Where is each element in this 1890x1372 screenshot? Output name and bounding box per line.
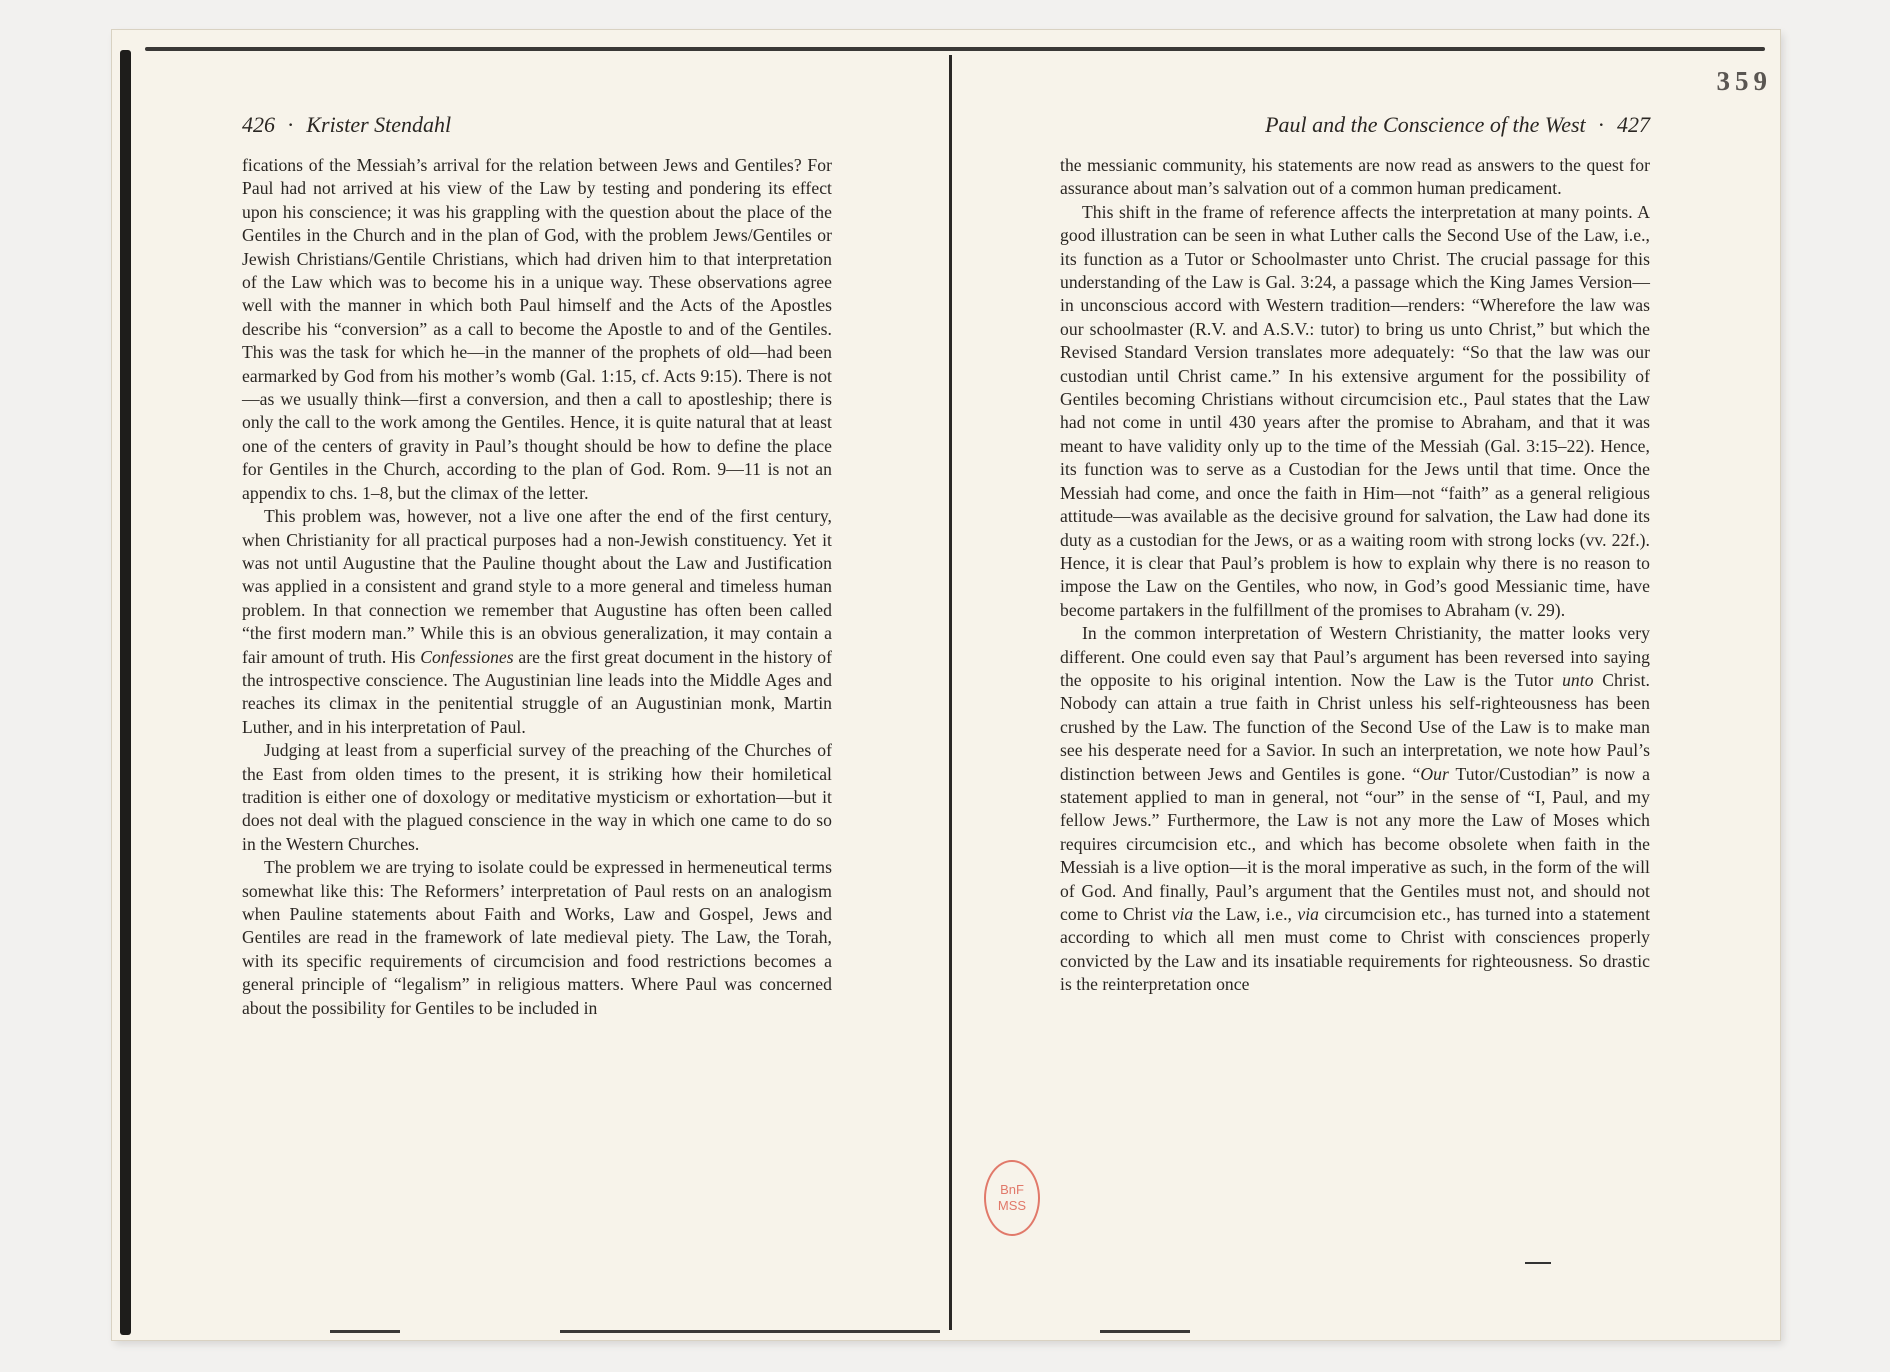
stamp-line-1: BnF — [1000, 1182, 1024, 1197]
left-paragraph-2-title: Confessiones — [420, 646, 514, 667]
right-paragraph-3-b: Christ. Nobody can attain a true faith in Christ unless his self-righteousness has been crushed by the Law. The function of the Second Use of the Law is to make man see his desperate need for a Savior. In such an interpretation, we note how Paul’s distinction between Jews and Gentiles is gone. “ — [1060, 669, 1650, 784]
gutter-divider — [949, 55, 952, 1330]
left-paragraph-3: Judging at least from a superficial survey of the preaching of the Churches of the East from olden times to the present, it is striking how their homiletical tradition is either one of doxology or meditative mysticism or exhortation—but it does not deal with the plagued conscience in the way in which one came to do so in the Western Churches. — [242, 740, 832, 854]
right-page — [1060, 112, 1650, 997]
right-paragraph-3-em-our: Our — [1420, 763, 1449, 784]
right-paragraph-3-e: circumcision etc., has turned into a statement according to which all men must come to Christ with consciences properly convicted by the Law and its insatiable requirements for righteousness. So drastic is the reinterpretation once — [1060, 904, 1651, 995]
right-head-separator: · — [1597, 112, 1605, 137]
right-page-number: 427 — [1617, 112, 1650, 137]
right-paragraph-3 — [1060, 622, 1650, 997]
library-stamp — [984, 1160, 1040, 1236]
right-paragraph-3-em-unto: unto — [1562, 669, 1594, 690]
bottom-edge-mark — [330, 1330, 400, 1333]
left-running-head — [242, 112, 832, 154]
right-title: Paul and the Conscience of the West — [1265, 112, 1586, 137]
left-page-number: 426 — [242, 112, 275, 137]
right-paragraph-3-c: Tutor/Custodian” is now a statement applied to man in general, not “our” in the sense of “I, Paul, and my fellow Jews.” Furthermore, the Law is not any more the Law of Moses which requires circumcision etc., and which has become obsolete when faith in the Messiah is a live option—it is the moral imperative as such, in the form of the will of God. And finally, Paul’s argument that the Gentiles must not, and should not come to Christ — [1060, 763, 1650, 924]
left-page — [242, 112, 832, 1020]
left-binding-edge — [120, 50, 131, 1335]
left-body-text — [242, 154, 832, 1020]
bottom-edge-mark — [560, 1330, 940, 1333]
right-paragraph-3-d: the Law, i.e., — [1193, 904, 1298, 924]
right-paragraph-1: the messianic community, his statements are now read as answers to the quest for assurance about man’s salvation out of a common human predicament. — [1060, 155, 1650, 199]
right-paragraph-3-a: In the common interpretation of Western Christianity, the matter looks very different. One could even say that Paul’s argument has been reversed into saying the opposite to his original intention. Now the Law is the Tutor — [1060, 623, 1650, 690]
left-author: Krister Stendahl — [306, 112, 452, 137]
right-paragraph-3-em-via-2: via — [1297, 904, 1320, 924]
left-paragraph-2 — [242, 505, 832, 739]
right-paragraph-3-em-via-1: via — [1171, 904, 1194, 924]
right-paragraph-2: This shift in the frame of reference affects the interpretation at many points. A good illustration can be seen in what Luther calls the Second Use of the Law, i.e., its function as a Tutor or Schoolmaster unto Christ. The crucial passage for this understanding of the Law is Gal. 3:24, a passage which the King James Version—in unconscious accord with Western tradition—renders: “Wherefore the law was our schoolmaster (R.V. and A.S.V.: tutor) to bring us unto Christ,” but which the Revised Standard Version translates more adequately: “So that the law was our custodian until Christ came.” In his extensive argument for the possibility of Gentiles becoming Christians without circumcision etc., Paul states that the Law had not come in until 430 years after the promise to Abraham, and that it was meant to have validity only up to the time of the Messiah (Gal. 3:15–22). Hence, its function was to serve as a Custodian for the Jews until that time. Once the Messiah had come, and once the faith in Him—not “faith” as a general religious attitude—was available as the decisive ground for salvation, the Law had done its duty as a custodian for the Jews, or as a waiting room with strong locks (vv. 22f.). Hence, it is clear that Paul’s problem is how to explain why there is no reason to impose the Law on the Gentiles, who now, in God’s good Messianic time, have become partakers in the fulfillment of the promises to Abraham (v. 29). — [1060, 201, 1650, 620]
folio-number: 359 — [1716, 66, 1772, 96]
right-body-text — [1060, 154, 1650, 997]
left-paragraph-2-cont: are the first great document in the history of the introspective conscience. The Augustinian line leads into the Middle Ages and reaches its climax in the penitential struggle of an Augustinian monk, Martin Luther, and in his interpretation of Paul. — [242, 646, 832, 737]
left-paragraph-1: fications of the Messiah’s arrival for the relation between Jews and Gentiles? For Paul had not arrived at his view of the Law by testing and pondering its effect upon his conscience; it was his grappling with the question about the place of the Gentiles in the Church and in the plan of God, with the problem Jews/Gentiles or Jewish Christians/Gentile Christians, which had driven him to that interpretation of the Law which was to become his in a unique way. These observations agree well with the manner in which both Paul himself and the Acts of the Apostles describe his “conversion” as a call to become the Apostle to and of the Gentiles. This was the task for which he—in the manner of the prophets of old—had been earmarked by God from his mother’s womb (Gal. 1:15, cf. Acts 9:15). There is not—as we usually think—first a conversion, and then a call to apostleship; there is only the call to the work among the Gentiles. Hence, it is quite natural that at least one of the centers of gravity in Paul’s thought should be how to define the place for Gentiles in the Church, according to the plan of God. Rom. 9—11 is not an appendix to chs. 1–8, but the climax of the letter. — [242, 155, 832, 503]
left-paragraph-4: The problem we are trying to isolate could be expressed in hermeneutical terms somewhat like this: The Reformers’ interpretation of Paul rests on an analogism when Pauline statements about Faith and Works, Law and Gospel, Jews and Gentiles are read in the framework of late medieval piety. The Law, the Torah, with its specific requirements of circumcision and food restrictions becomes a general principle of “legalism” in religious matters. Where Paul was concerned about the possibility for Gentiles to be included in — [242, 857, 832, 1018]
stamp-line-2: MSS — [997, 1198, 1027, 1213]
right-running-head — [1060, 112, 1650, 154]
left-head-separator: · — [287, 112, 295, 137]
bottom-edge-mark — [1100, 1330, 1190, 1333]
page-foot-dash — [1525, 1262, 1551, 1264]
left-paragraph-2-text: This problem was, however, not a live one after the end of the first century, when Christianity for all practical purposes had a non-Jewish constituency. Yet it was not until Augustine that the Pauline thought about the Law and Justification was applied in a consistent and grand style to a more general and timeless human problem. In that connection we remember that Augustine has often been called “the first modern man.” While this is an obvious generalization, it may contain a fair amount of truth. His — [242, 506, 832, 667]
top-rule — [145, 47, 1765, 51]
